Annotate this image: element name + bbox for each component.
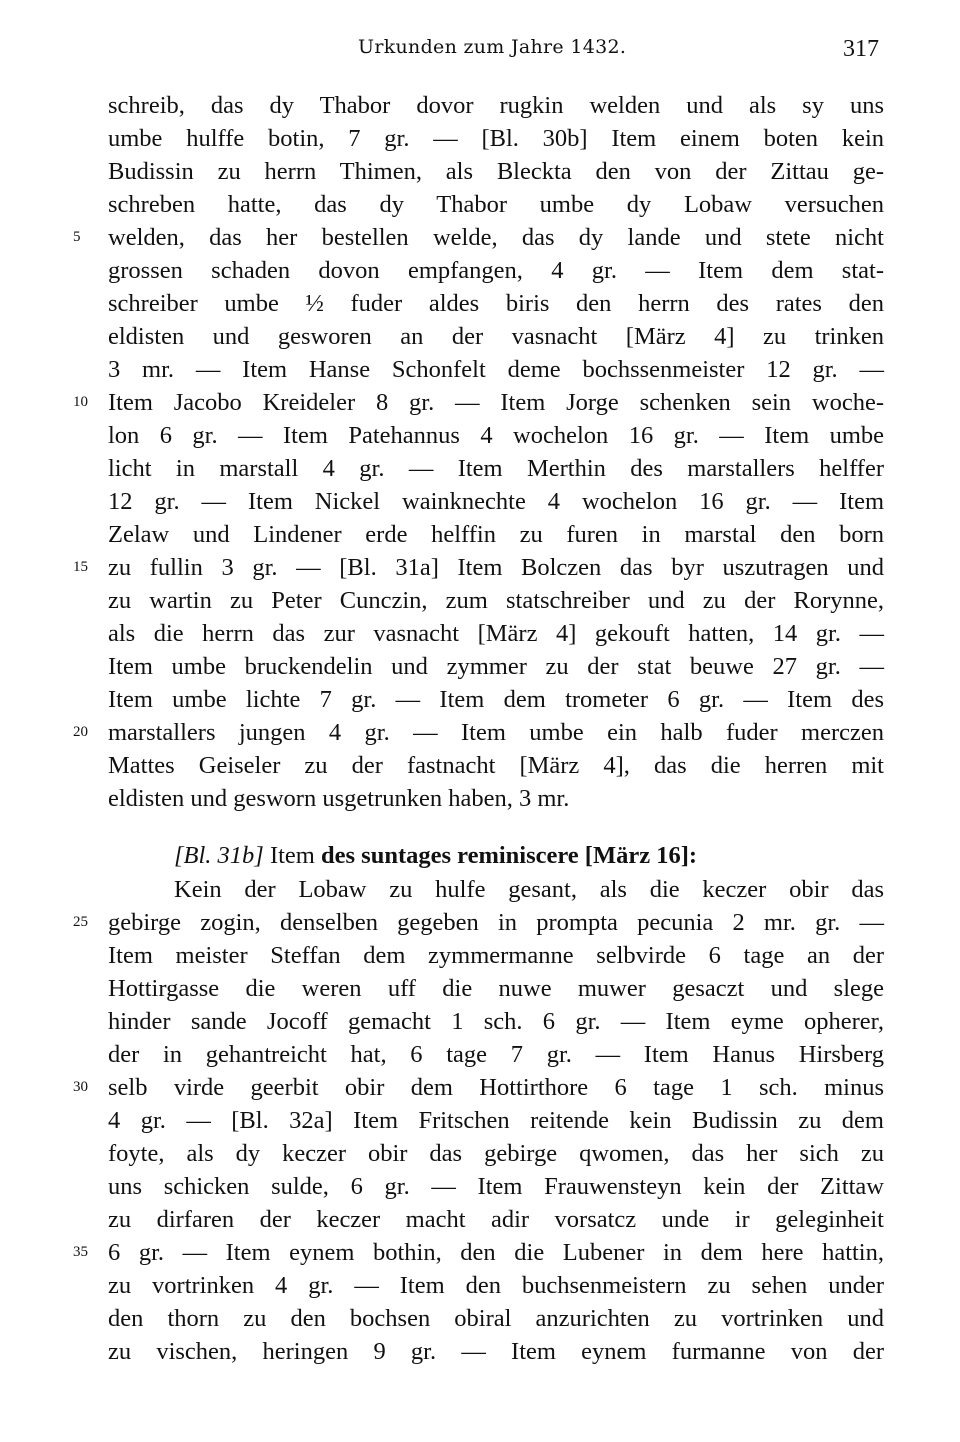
text-line: als die herrn das zur vasnacht [März 4] gekouft hatten, 14 gr. — (108, 620, 884, 647)
text-line: lon 6 gr. — Item Patehannus 4 wochelon 16 gr. — Item umbe (108, 422, 884, 449)
text-line: schreben hatte, das dy Thabor umbe dy Lobaw versuchen (108, 191, 884, 218)
folio-reference: [Bl. 31b] (174, 842, 264, 869)
text-line: den thorn zu den bochsen obiral anzurichten zu vortrinken und (108, 1305, 884, 1332)
text-line: Mattes Geiseler zu der fastnacht [März 4], das die herren mit (108, 752, 884, 779)
section-heading (108, 839, 884, 872)
text-line: zu wartin zu Peter Cunczin, zum statschreiber und zu der Rorynne, (108, 587, 884, 614)
text-line: umbe hulffe botin, 7 gr. — [Bl. 30b] Item einem boten kein (108, 125, 884, 152)
text-line: schreiber umbe ½ fuder aldes biris den herrn des rates den (108, 290, 884, 317)
page-number: 317 (843, 36, 879, 62)
line-number: 10 (73, 394, 88, 410)
text-line: Hottirgasse die weren uff die nuwe muwer gesaczt und slege (108, 975, 884, 1002)
text-line: zu vischen, heringen 9 gr. — Item eynem furmanne von der (108, 1338, 884, 1365)
text-line: 6 gr. — Item eynem bothin, den die Lubener in dem here hattin, (108, 1239, 884, 1266)
text-line: welden, das her bestellen welde, das dy lande und stete nicht (108, 224, 884, 251)
running-title: Urkunden zum Jahre 1432. (358, 36, 627, 58)
line-number: 20 (73, 724, 88, 740)
text-line: gebirge zogin, denselben gegeben in prompta pecunia 2 mr. gr. — (108, 909, 884, 936)
running-head (0, 36, 960, 66)
text-line: Item meister Steffan dem zymmermanne selbvirde 6 tage an der (108, 942, 884, 969)
text-line: foyte, als dy keczer obir das gebirge qwomen, das her sich zu (108, 1140, 884, 1167)
line-number: 25 (73, 914, 88, 930)
text-line: hinder sande Jocoff gemacht 1 sch. 6 gr. — Item eyme opherer, (108, 1008, 884, 1035)
text-line: Item umbe bruckendelin und zymmer zu der stat beuwe 27 gr. — (108, 653, 884, 680)
text-line: zu dirfaren der keczer macht adir vorsatcz unde ir geleginheit (108, 1206, 884, 1233)
text-line: uns schicken sulde, 6 gr. — Item Frauwensteyn kein der Zittaw (108, 1173, 884, 1200)
text-line: licht in marstall 4 gr. — Item Merthin des marstallers helffer (108, 455, 884, 482)
heading-date: des suntages reminiscere [März 16]: (321, 842, 698, 869)
text-line: Kein der Lobaw zu hulfe gesant, als die keczer obir das (174, 876, 884, 903)
text-line: Budissin zu herrn Thimen, als Bleckta den von der Zittau ge- (108, 158, 884, 185)
text-line: grossen schaden dovon empfangen, 4 gr. — Item dem stat- (108, 257, 884, 284)
line-number: 35 (73, 1244, 88, 1260)
text-line: 3 mr. — Item Hanse Schonfelt deme bochssenmeister 12 gr. — (108, 356, 884, 383)
text-line: 4 gr. — [Bl. 32a] Item Fritschen reitende kein Budissin zu dem (108, 1107, 884, 1134)
text-line: eldisten und gesworn usgetrunken haben, 3 mr. (108, 785, 570, 812)
text-line: der in gehantreicht hat, 6 tage 7 gr. — Item Hanus Hirsberg (108, 1041, 884, 1068)
text-line: eldisten und gesworen an der vasnacht [März 4] zu trinken (108, 323, 884, 350)
text-line: selb virde geerbit obir dem Hottirthore 6 tage 1 sch. minus (108, 1074, 884, 1101)
text-line: Item umbe lichte 7 gr. — Item dem trometer 6 gr. — Item des (108, 686, 884, 713)
text-line: Item Jacobo Kreideler 8 gr. — Item Jorge schenken sein woche- (108, 389, 884, 416)
heading-item-word: Item (269, 842, 315, 869)
text-line: marstallers jungen 4 gr. — Item umbe ein halb fuder merczen (108, 719, 884, 746)
line-number: 15 (73, 559, 88, 575)
text-line: zu fullin 3 gr. — [Bl. 31a] Item Bolczen das byr uszutragen und (108, 554, 884, 581)
text-line: Zelaw und Lindener erde helffin zu furen in marstal den born (108, 521, 884, 548)
line-number: 30 (73, 1079, 88, 1095)
text-line: 12 gr. — Item Nickel wainknechte 4 wochelon 16 gr. — Item (108, 488, 884, 515)
line-number: 5 (73, 229, 81, 245)
text-line: zu vortrinken 4 gr. — Item den buchsenmeistern zu sehen under (108, 1272, 884, 1299)
text-line: schreib, das dy Thabor dovor rugkin welden und als sy uns (108, 92, 884, 119)
